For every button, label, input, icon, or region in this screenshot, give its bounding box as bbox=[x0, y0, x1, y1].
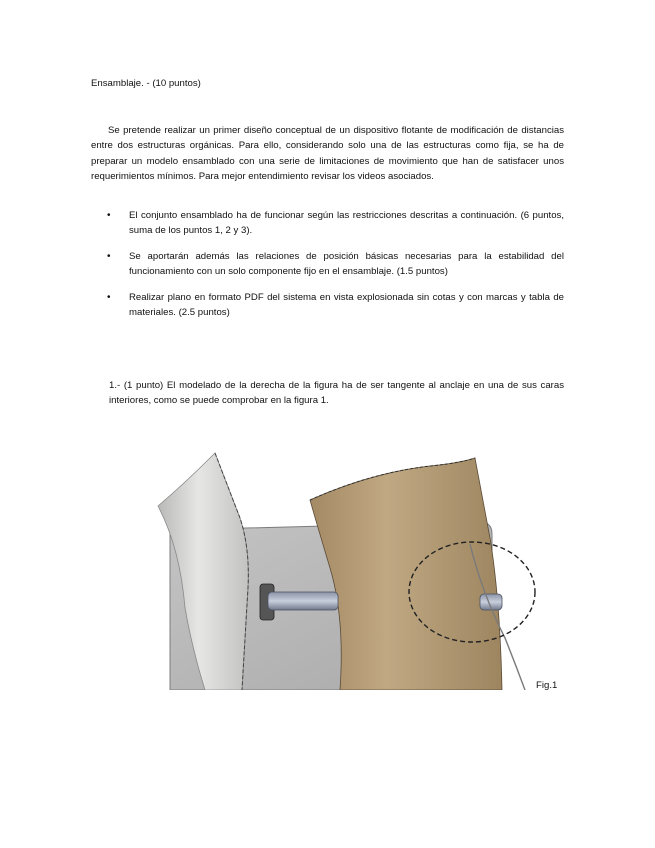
list-item-text: Se aportarán además las relaciones de posición básicas necesarias para la estabilidad del funcionamiento con un solo componente fijo en el ensamblaje. (1.5 puntos) bbox=[129, 251, 564, 278]
list-item bbox=[91, 249, 564, 280]
pin-left bbox=[268, 592, 338, 610]
intro-paragraph: Se pretende realizar un primer diseño conceptual de un dispositivo flotante de modificación de distancias entre dos estructuras orgánicas. Para ello, considerando solo una de las estructuras como fija, se ha de preparar un modelo ensamblado con una serie de limitaciones de movimiento que han de satisfacer unos requerimientos mínimos. Para mejor entendimiento revisar los videos asociados. bbox=[91, 125, 564, 182]
bullet-icon: • bbox=[107, 210, 111, 221]
list-item-text: Realizar plano en formato PDF del sistema en vista explosionada sin cotas y con marcas y tabla de materiales. (2.5 puntos) bbox=[129, 292, 564, 319]
bullet-icon: • bbox=[107, 251, 111, 263]
list-item-text: El conjunto ensamblado ha de funcionar según las restricciones descritas a continuación. (6 puntos, suma de los puntos 1, 2 y 3). bbox=[129, 210, 564, 237]
section-title: Ensamblaje. - (10 puntos) bbox=[91, 78, 201, 89]
point-1-paragraph: 1.- (1 punto) El modelado de la derecha de la figura ha de ser tangente al anclaje en una de sus caras interiores, como se puede comprobar en la figura 1. bbox=[109, 380, 564, 407]
requirements-list bbox=[91, 208, 564, 331]
list-item bbox=[91, 208, 564, 239]
figure-1-image bbox=[130, 418, 536, 690]
bullet-icon: • bbox=[107, 292, 111, 304]
figure-caption: Fig.1 bbox=[536, 680, 558, 691]
list-item bbox=[91, 290, 564, 321]
